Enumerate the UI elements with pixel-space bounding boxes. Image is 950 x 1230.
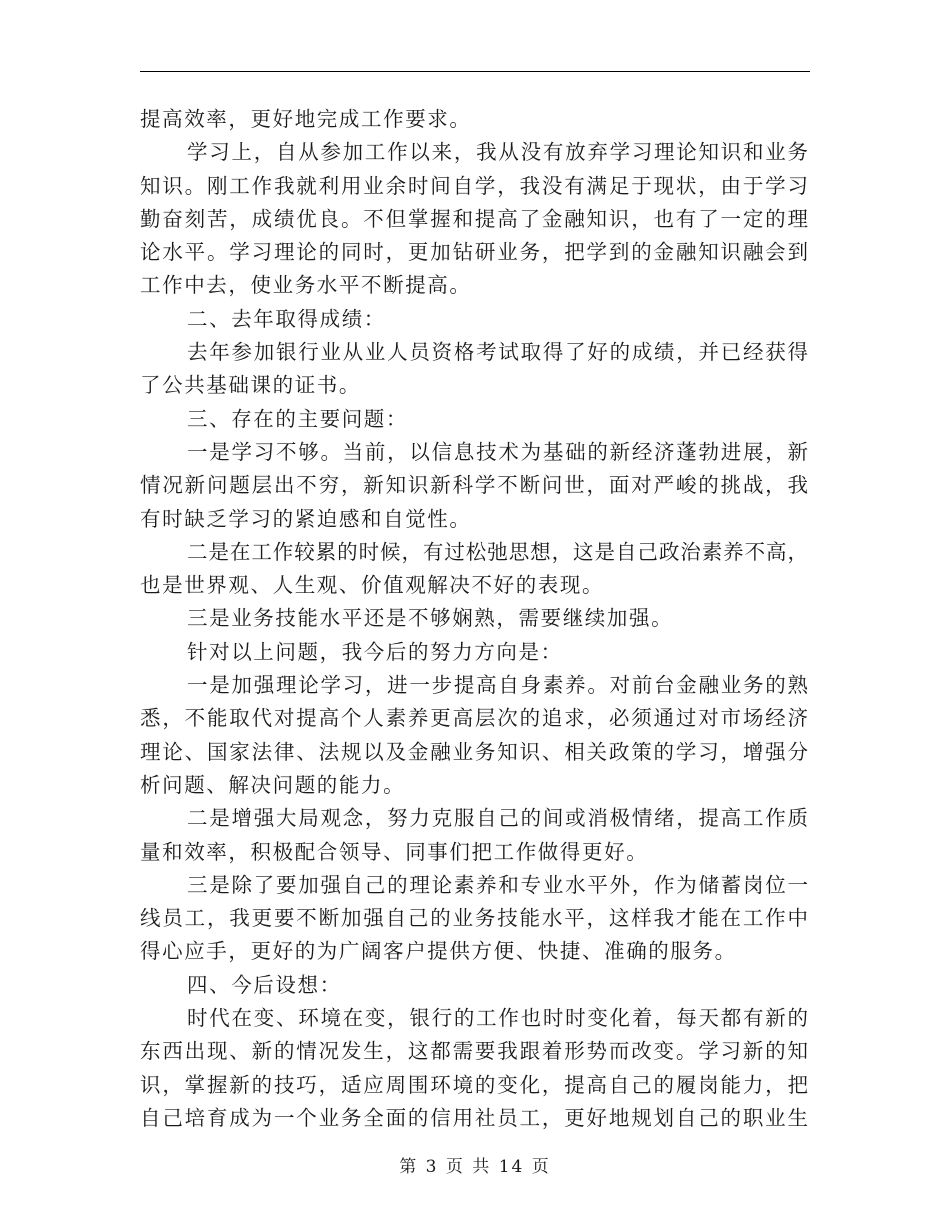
text-line: 东西出现、新的情况发生，这都需要我跟着形势而改变。学习新的知 xyxy=(140,1039,808,1064)
text-line: 识，掌握新的技巧，适应周围环境的变化，提高自己的履岗能力，把 xyxy=(140,1072,808,1097)
text-line: 三、存在的主要问题： xyxy=(187,406,408,431)
text-line: 针对以上问题，我今后的努力方向是： xyxy=(187,639,563,664)
text-line: 量和效率，积极配合领导、同事们把工作做得更好。 xyxy=(140,839,649,864)
text-line: 工作中去，使业务水平不断提高。 xyxy=(140,273,472,298)
text-line: 勤奋刻苦，成绩优良。不但掌握和提高了金融知识，也有了一定的理 xyxy=(140,206,808,231)
text-line: 析问题、解决问题的能力。 xyxy=(140,772,406,797)
text-line: 也是世界观、人生观、价值观解决不好的表现。 xyxy=(140,573,605,598)
text-line: 二是增强大局观念，努力克服自己的间或消极情绪，提高工作质 xyxy=(187,806,808,831)
text-line: 提高效率，更好地完成工作要求。 xyxy=(140,107,472,131)
text-line: 理论、国家法律、法规以及金融业务知识、相关政策的学习，增强分 xyxy=(140,739,808,764)
text-line: 一是学习不够。当前，以信息技术为基础的新经济蓬勃进展，新 xyxy=(187,439,808,464)
text-line: 二、去年取得成绩： xyxy=(187,306,386,331)
document-body xyxy=(140,103,808,1135)
text-line: 学习上，自从参加工作以来，我从没有放弃学习理论知识和业务 xyxy=(187,140,808,165)
page-footer xyxy=(0,1152,950,1177)
text-line: 自己培育成为一个业务全面的信用社员工，更好地规划自己的职业生 xyxy=(140,1105,808,1130)
text-line: 论水平。学习理论的同时，更加钻研业务，把学到的金融知识融会到 xyxy=(140,240,808,265)
text-line: 三是除了要加强自己的理论素养和专业水平外，作为储蓄岗位一 xyxy=(187,872,808,897)
text-line: 去年参加银行业从业人员资格考试取得了好的成绩，并已经获得 xyxy=(187,340,808,365)
header-rule xyxy=(140,71,810,72)
text-line: 线员工，我更要不断加强自己的业务技能水平，这样我才能在工作中 xyxy=(140,906,808,931)
text-line: 时代在变、环境在变，银行的工作也时时变化着，每天都有新的 xyxy=(187,1006,808,1031)
text-line: 一是加强理论学习，进一步提高自身素养。对前台金融业务的熟 xyxy=(187,673,808,698)
text-line: 知识。刚工作我就利用业余时间自学，我没有满足于现状，由于学习 xyxy=(140,173,808,198)
text-line: 四、今后设想： xyxy=(187,972,342,997)
text-line: 情况新问题层出不穷，新知识新科学不断问世，面对严峻的挑战，我 xyxy=(140,473,808,498)
text-line: 有时缺乏学习的紧迫感和自觉性。 xyxy=(140,506,472,531)
text-line: 三是业务技能水平还是不够娴熟，需要继续加强。 xyxy=(187,606,674,631)
page-number-label: 第 3 页 共 14 页 xyxy=(399,1157,551,1177)
text-line: 得心应手，更好的为广阔客户提供方便、快捷、准确的服务。 xyxy=(140,939,737,964)
text-line: 悉，不能取代对提高个人素养更高层次的追求，必须通过对市场经济 xyxy=(140,706,808,731)
text-line: 二是在工作较累的时候，有过松弛思想，这是自己政治素养不高， xyxy=(187,539,808,564)
text-line: 了公共基础课的证书。 xyxy=(140,373,361,398)
